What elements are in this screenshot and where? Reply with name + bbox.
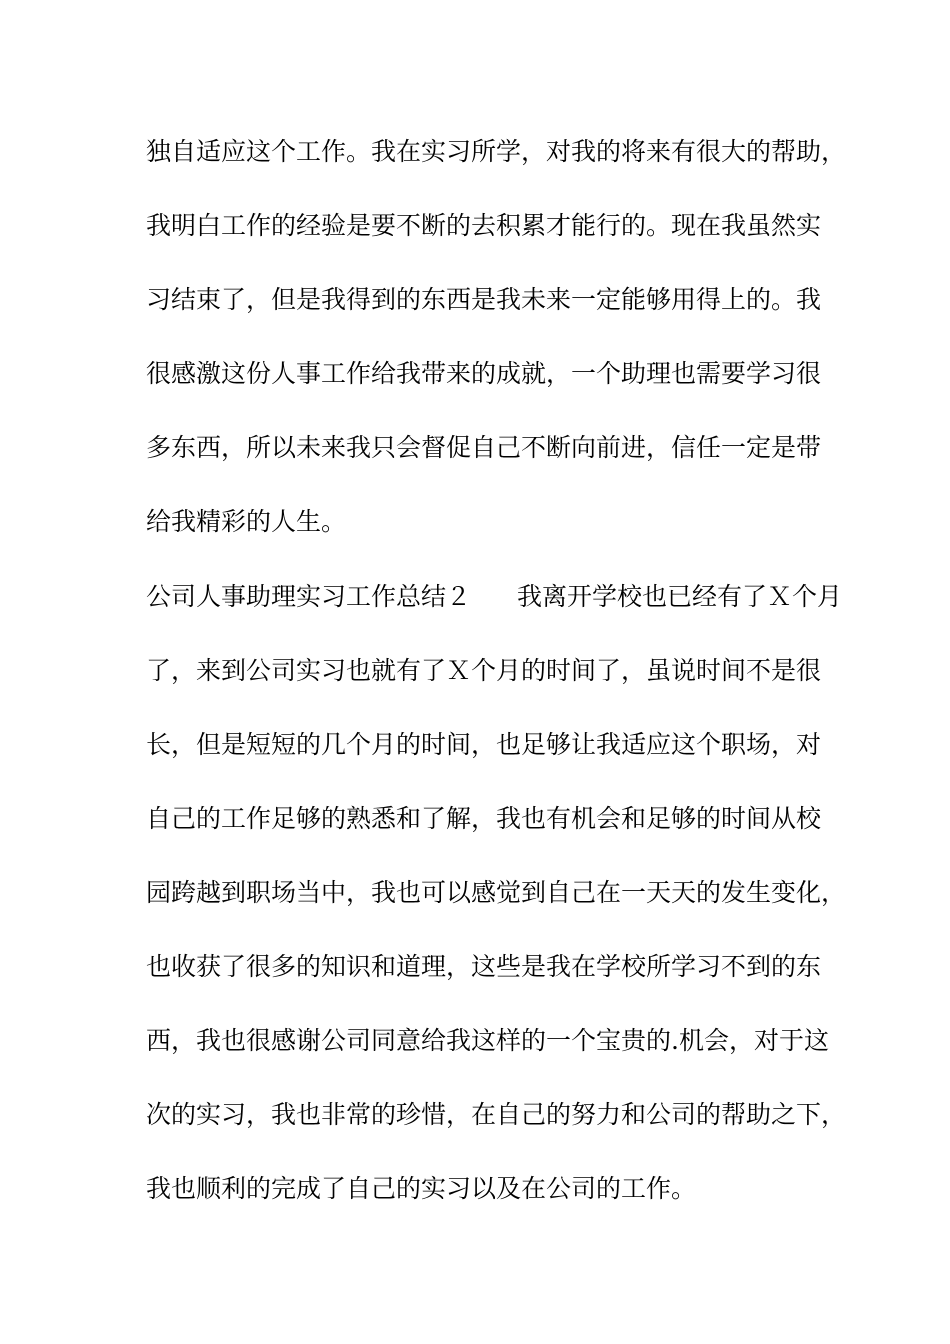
- section-first-line: 我离开学校也已经有了Ｘ个月: [517, 582, 843, 611]
- paragraph-line: 多东西，所以未来我只会督促自己不断向前进，信任一定是带: [146, 433, 822, 462]
- paragraph-line: 独自适应这个工作。我在实习所学，对我的将来有很大的帮助，: [146, 137, 847, 166]
- paragraph-line: 西，我也很感谢公司同意给我这样的一个宝贵的.机会，对于这: [146, 1026, 829, 1055]
- paragraph-line: 很感激这份人事工作给我带来的成就，一个助理也需要学习很: [146, 359, 822, 388]
- paragraph-line: 也收获了很多的知识和道理，这些是我在学校所学习不到的东: [146, 952, 822, 981]
- section-heading-line: [146, 582, 843, 612]
- paragraph-line: 了，来到公司实习也就有了Ｘ个月的时间了，虽说时间不是很: [146, 656, 822, 685]
- paragraph-line: 我也顺利的完成了自己的实习以及在公司的工作。: [146, 1174, 697, 1203]
- paragraph-line: 园跨越到职场当中，我也可以感觉到自己在一天天的发生变化，: [146, 878, 847, 907]
- paragraph-line: 次的实习，我也非常的珍惜，在自己的努力和公司的帮助之下，: [146, 1100, 847, 1129]
- paragraph-line: 自己的工作足够的熟悉和了解，我也有机会和足够的时间从校: [146, 804, 822, 833]
- section-title: 公司人事助理实习工作总结２: [146, 582, 472, 611]
- paragraph-line: 给我精彩的人生。: [146, 507, 347, 536]
- paragraph-line: 习结束了，但是我得到的东西是我未来一定能够用得上的。我: [146, 285, 822, 314]
- paragraph-line: 长，但是短短的几个月的时间，也足够让我适应这个职场，对: [146, 730, 822, 759]
- paragraph-line: 我明白工作的经验是要不断的去积累才能行的。现在我虽然实: [146, 211, 822, 240]
